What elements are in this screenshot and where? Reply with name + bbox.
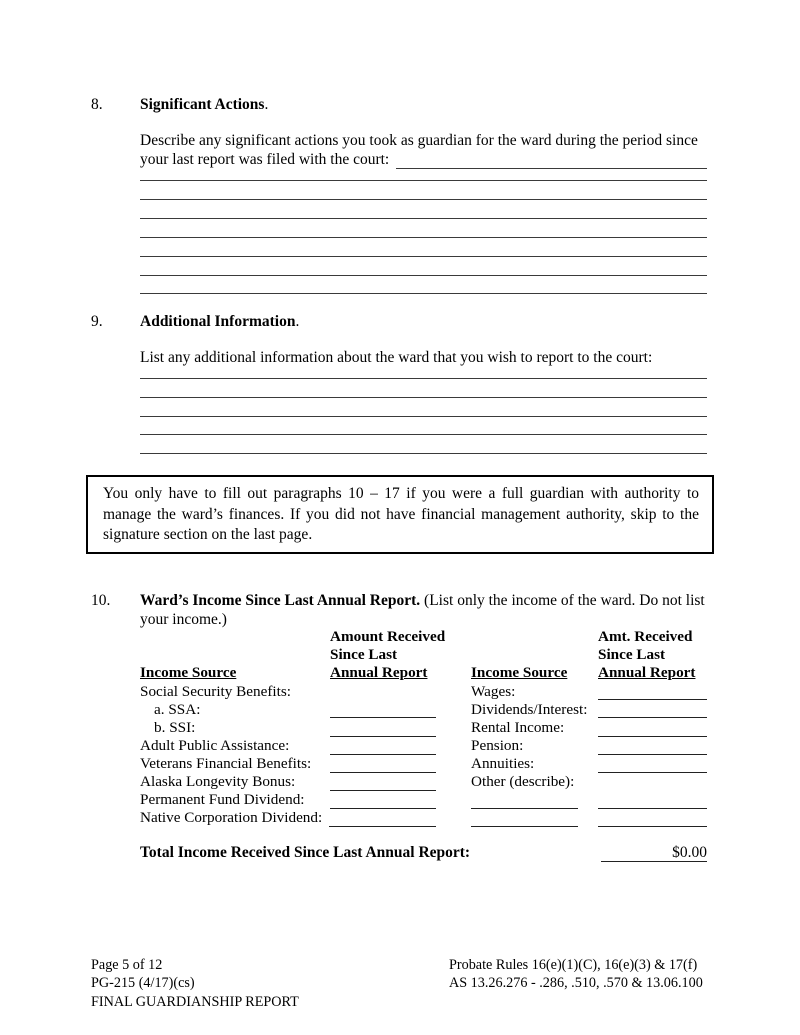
section-8-prompt-block [86, 131, 714, 169]
section-9-body [140, 312, 707, 331]
left-amount-header-line2: Since Last [330, 646, 398, 663]
income-row-label-ssi: b. SSI: [154, 719, 196, 736]
right-amount-header-line3: Annual Report [598, 664, 696, 681]
answer-line-9-5[interactable] [140, 453, 707, 454]
income-amount-line-native-corporation-dividend[interactable] [329, 826, 436, 827]
income-row-label-social-security: Social Security Benefits: [140, 683, 291, 700]
section-9-prompt-block [86, 348, 714, 367]
section-9-heading [140, 312, 707, 331]
income-row-label-adult-public-assistance: Adult Public Assistance: [140, 737, 290, 754]
left-amount-header-line1: Amount Received [330, 628, 446, 645]
answer-line-8-7[interactable] [140, 293, 707, 294]
section-ward-income [86, 591, 714, 629]
section-9-heading-text: Additional Information [140, 313, 296, 330]
answer-line-9-2[interactable] [140, 397, 707, 398]
income-amount-line-other-2[interactable] [598, 826, 707, 827]
total-income-label: Total Income Received Since Last Annual Report: [140, 844, 471, 861]
total-income-underline [601, 861, 707, 862]
income-row-label-annuities: Annuities: [471, 755, 535, 772]
income-row-label-alaska-longevity-bonus: Alaska Longevity Bonus: [140, 773, 296, 790]
income-row-label-permanent-fund-dividend: Permanent Fund Dividend: [140, 791, 305, 808]
income-amount-line-ssa[interactable] [330, 717, 436, 718]
footer-page-label: Page 5 of 12 [91, 957, 163, 973]
income-row-label-veterans-benefits: Veterans Financial Benefits: [140, 755, 312, 772]
income-amount-line-rental-income[interactable] [598, 736, 707, 737]
right-source-header: Income Source [471, 664, 568, 681]
section-9-heading-suffix: . [295, 313, 300, 330]
left-source-header: Income Source [140, 664, 237, 681]
income-amount-line-pension[interactable] [598, 754, 707, 755]
section-8-body [140, 95, 707, 114]
answer-line-9-3[interactable] [140, 416, 707, 417]
right-amount-header-line1: Amt. Received [598, 628, 693, 645]
section-10-heading-block [140, 591, 707, 629]
income-amount-line-dividends-interest[interactable] [598, 717, 707, 718]
notice-text: You only have to fill out paragraphs 10 – 17 if you were a full guardian with authority to manage the ward’s finances. If you did not have financial management authority, skip to the signature section on the last page. [103, 485, 699, 543]
answer-line-8-5[interactable] [140, 256, 707, 257]
section-8-heading-text: Significant Actions [140, 96, 265, 113]
section-number-9: 9. [91, 313, 103, 330]
section-10-heading: Ward’s Income Since Last Annual Report. [140, 592, 421, 609]
footer-left [91, 956, 299, 1011]
answer-line-8-3[interactable] [140, 218, 707, 219]
answer-line-8-1[interactable] [140, 180, 707, 181]
income-amount-line-ssi[interactable] [330, 736, 436, 737]
section-number-10: 10. [91, 592, 111, 609]
answer-line-8-6[interactable] [140, 275, 707, 276]
footer-right [449, 956, 703, 993]
right-amount-header-line2: Since Last [598, 646, 666, 663]
income-amount-line-annuities[interactable] [598, 772, 707, 773]
income-row-label-dividends-interest: Dividends/Interest: [471, 701, 588, 718]
answer-line-8-0[interactable] [396, 168, 707, 169]
income-row-label-rental-income: Rental Income: [471, 719, 565, 736]
income-amount-line-veterans-benefits[interactable] [330, 772, 436, 773]
section-9-prompt: List any additional information about the ward that you wish to report to the court: [140, 349, 653, 366]
income-row-label-ssa: a. SSA: [154, 701, 201, 718]
section-8-prompt: Describe any significant actions you took as guardian for the ward during the period since your last report was filed with the court: [140, 132, 698, 169]
answer-line-9-4[interactable] [140, 434, 707, 435]
income-row-label-wages: Wages: [471, 683, 516, 700]
income-amount-line-wages[interactable] [598, 699, 707, 700]
section-significant-actions [86, 95, 714, 114]
footer-probate-rules: Probate Rules 16(e)(1)(C), 16(e)(3) & 17(f) [449, 957, 698, 973]
section-number-8: 8. [91, 96, 103, 113]
footer-form-title: FINAL GUARDIANSHIP REPORT [91, 993, 299, 1010]
income-row-label-native-corporation-dividend: Native Corporation Dividend: [140, 809, 323, 826]
total-income-value: $0.00 [672, 844, 707, 861]
income-describe-line-2[interactable] [471, 826, 578, 827]
income-row-label-pension: Pension: [471, 737, 524, 754]
income-amount-line-alaska-longevity-bonus[interactable] [330, 790, 436, 791]
income-amount-line-permanent-fund-dividend[interactable] [330, 808, 436, 809]
notice-box [86, 475, 714, 554]
section-additional-information [86, 312, 714, 331]
footer-form-id: PG-215 (4/17)(cs) [91, 975, 195, 992]
answer-line-9-1[interactable] [140, 378, 707, 379]
left-amount-header-line3: Annual Report [330, 664, 428, 681]
section-8-heading [140, 95, 707, 114]
income-amount-line-adult-public-assistance[interactable] [330, 754, 436, 755]
footer-statutes: AS 13.26.276 - .286, .510, .570 & 13.06.100 [449, 975, 703, 992]
income-amount-line-other-1[interactable] [598, 808, 707, 809]
section-10-heading-note: (List only the income of the ward. Do not list your income.) [140, 592, 705, 629]
section-8-heading-suffix: . [264, 96, 269, 113]
answer-line-8-4[interactable] [140, 237, 707, 238]
income-describe-line-1[interactable] [471, 808, 578, 809]
answer-line-8-2[interactable] [140, 199, 707, 200]
income-row-label-other-describe: Other (describe): [471, 773, 575, 790]
